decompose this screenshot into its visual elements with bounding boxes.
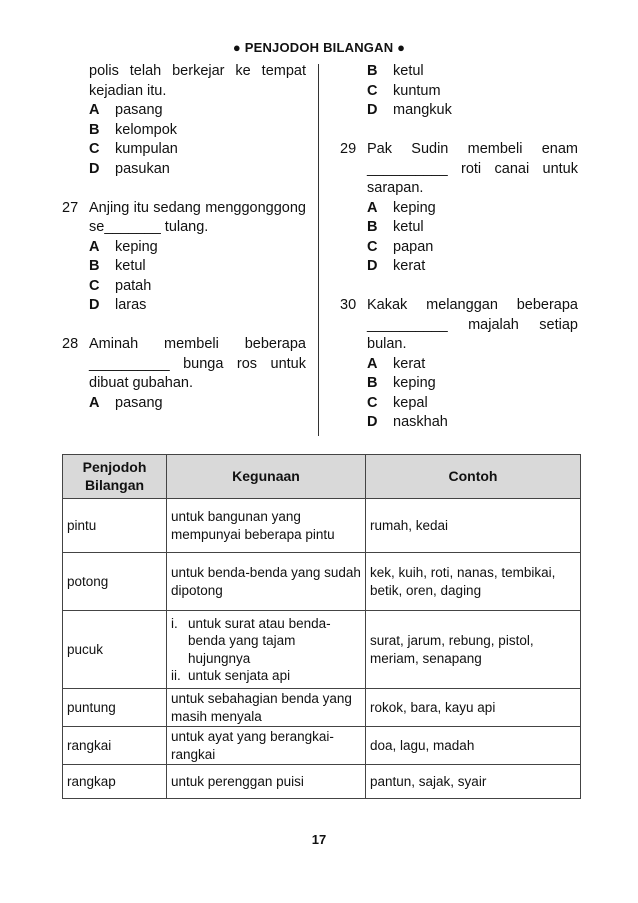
option-text: ketul [115, 258, 146, 274]
option-c [367, 238, 578, 258]
option-text: kepal [393, 394, 428, 411]
option-text: ketul [393, 219, 424, 235]
question-text: Aminah membeli beberapa __________ bunga ros untuk dibuat gubahan. [89, 336, 306, 391]
cell-penjodoh: rangkai [63, 727, 167, 765]
option-letter: A [367, 199, 378, 216]
penjodoh-bilangan-table [62, 454, 581, 799]
option-b [367, 218, 578, 238]
option-letter: D [367, 414, 378, 430]
list-text: untuk senjata api [188, 668, 291, 683]
table-row [63, 727, 581, 765]
column-header-kegunaan: Kegunaan [167, 455, 366, 499]
page-header-title: ● PENJODOH BILANGAN ● [232, 40, 406, 55]
table-row [63, 765, 581, 799]
option-text: patah [115, 277, 152, 294]
cell-penjodoh: potong [63, 553, 167, 611]
option-letter: A [89, 238, 100, 255]
option-d [367, 413, 578, 433]
cell-contoh: doa, lagu, madah [366, 727, 581, 765]
left-question-column [62, 62, 306, 413]
option-b [89, 121, 306, 141]
cell-kegunaan: untuk ayat yang berangkai-rangkai [167, 727, 366, 765]
option-letter: B [367, 63, 378, 79]
question-number: 29 [340, 141, 357, 157]
option-letter: D [367, 258, 378, 274]
option-letter: A [367, 355, 378, 372]
question-26-continuation [62, 62, 306, 179]
option-letter: C [89, 277, 100, 294]
question-text: polis telah berkejar ke tempat kejadian itu. [89, 63, 306, 99]
option-letter: C [367, 394, 378, 411]
table-row [63, 611, 581, 689]
question-29 [340, 140, 578, 277]
question-text: Kakak melanggan beberapa __________ majalah setiap bulan. [367, 297, 578, 352]
option-text: pasukan [115, 160, 170, 177]
option-text: keping [115, 238, 158, 255]
question-28 [62, 335, 306, 413]
cell-penjodoh: pucuk [63, 611, 167, 689]
option-letter: A [89, 102, 100, 118]
option-d [367, 101, 578, 121]
cell-kegunaan: untuk sebahagian benda yang masih menyala [167, 689, 366, 727]
option-letter: C [367, 238, 378, 255]
right-question-column [340, 62, 578, 433]
column-header-contoh: Contoh [366, 455, 581, 499]
option-text: keping [393, 375, 436, 391]
question-30 [340, 296, 578, 433]
question-27 [62, 199, 306, 316]
option-letter: D [367, 102, 378, 118]
list-number: ii. [171, 668, 181, 683]
option-text: pasang [115, 394, 163, 411]
cell-contoh: rokok, bara, kayu api [366, 689, 581, 727]
option-a [89, 394, 306, 414]
question-number: 27 [62, 199, 79, 216]
option-c [367, 394, 578, 414]
kegunaan-list [171, 615, 361, 685]
option-letter: D [89, 160, 100, 177]
option-b [367, 374, 578, 394]
option-a [367, 355, 578, 375]
cell-kegunaan: untuk benda-benda yang sudah dipotong [167, 553, 366, 611]
question-28-continuation [340, 62, 578, 121]
question-text: Pak Sudin membeli enam __________ roti canai untuk sarapan. [367, 141, 578, 196]
option-text: naskhah [393, 414, 448, 430]
option-letter: B [367, 375, 378, 391]
option-text: kerat [393, 258, 426, 274]
option-letter: B [89, 258, 100, 274]
option-text: mangkuk [393, 102, 452, 118]
table-row [63, 499, 581, 553]
option-d [89, 296, 306, 316]
list-text: untuk surat atau benda-benda yang tajam hujungnya [188, 615, 331, 666]
option-text: pasang [115, 102, 163, 118]
list-item [171, 667, 361, 685]
list-item [171, 615, 361, 668]
option-text: papan [393, 238, 434, 255]
option-letter: A [89, 394, 100, 411]
option-text: ketul [393, 63, 424, 79]
question-number: 30 [340, 297, 357, 313]
cell-contoh: rumah, kedai [366, 499, 581, 553]
option-c [89, 277, 306, 297]
cell-kegunaan [167, 611, 366, 689]
option-a [367, 199, 578, 219]
option-text: kerat [393, 355, 426, 372]
cell-penjodoh: pintu [63, 499, 167, 553]
option-a [89, 101, 306, 121]
option-letter: C [367, 82, 378, 99]
option-letter: D [89, 297, 100, 313]
cell-penjodoh: puntung [63, 689, 167, 727]
cell-penjodoh: rangkap [63, 765, 167, 799]
option-b [89, 257, 306, 277]
option-c [89, 140, 306, 160]
cell-contoh: surat, jarum, rebung, pistol, meriam, senapang [366, 611, 581, 689]
option-a [89, 238, 306, 258]
option-text: kelompok [115, 121, 178, 138]
list-number: i. [171, 615, 178, 631]
cell-kegunaan: untuk bangunan yang mempunyai beberapa pintu [167, 499, 366, 553]
table-row [63, 689, 581, 727]
option-text: kuntum [393, 82, 441, 99]
option-b [367, 62, 578, 82]
option-d [367, 257, 578, 277]
option-text: keping [393, 199, 436, 216]
question-text: Anjing itu sedang menggonggong se_______ tulang. [89, 199, 306, 235]
option-text: kumpulan [115, 141, 178, 157]
option-letter: B [367, 219, 378, 235]
option-letter: C [89, 141, 100, 157]
page-number: 17 [311, 832, 327, 847]
option-text: laras [115, 297, 147, 313]
option-letter: B [89, 121, 100, 138]
table-row [63, 553, 581, 611]
question-number: 28 [62, 336, 79, 352]
column-header-penjodoh: Penjodoh Bilangan [63, 455, 167, 499]
cell-contoh: kek, kuih, roti, nanas, tembikai, betik, oren, daging [366, 553, 581, 611]
option-d [89, 160, 306, 180]
table-header-row [63, 455, 581, 499]
cell-kegunaan: untuk perenggan puisi [167, 765, 366, 799]
column-divider [318, 64, 319, 436]
option-c [367, 82, 578, 102]
cell-contoh: pantun, sajak, syair [366, 765, 581, 799]
